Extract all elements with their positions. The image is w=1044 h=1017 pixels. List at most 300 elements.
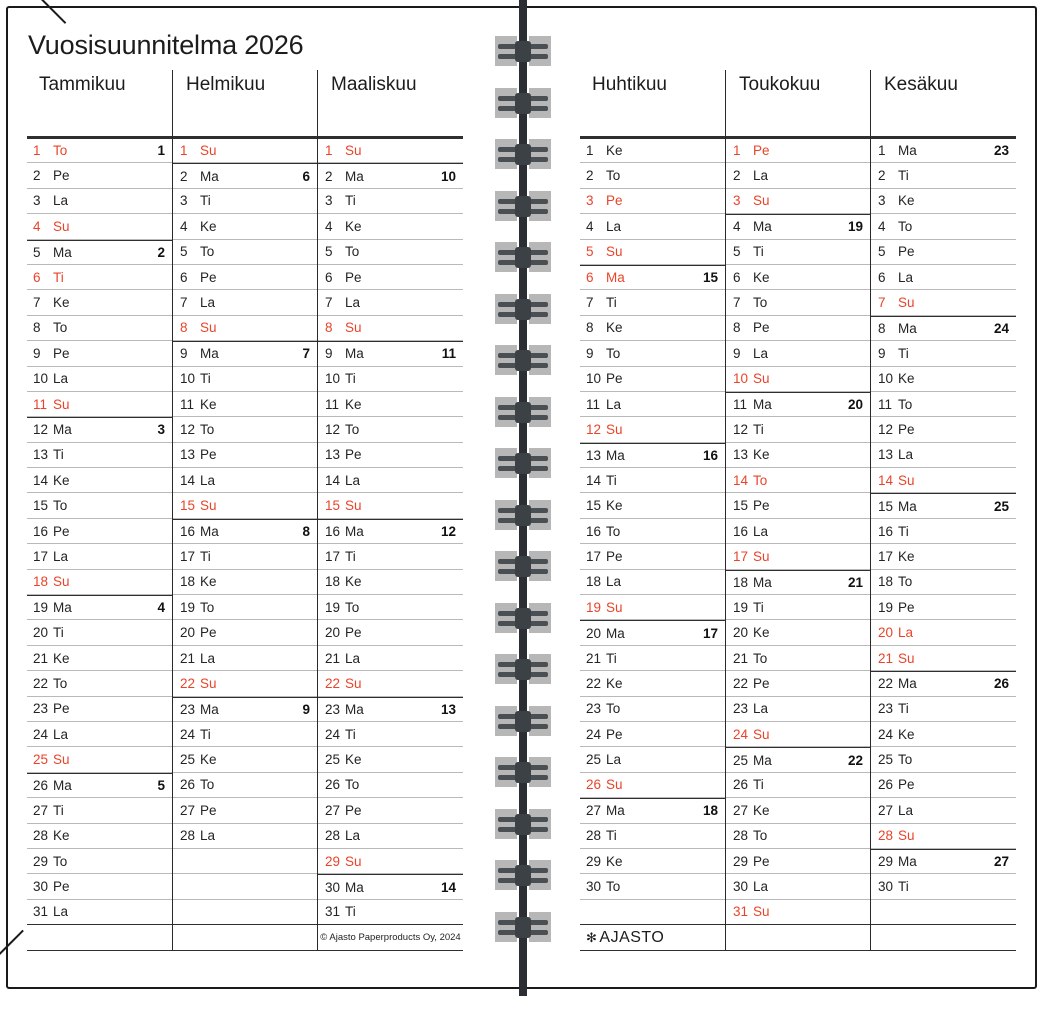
day-row[interactable]: [871, 189, 1016, 214]
day-label: [33, 904, 68, 919]
day-row[interactable]: [580, 341, 725, 366]
week-number: 10: [440, 168, 456, 184]
day-row[interactable]: [871, 798, 1016, 823]
day-number: 8: [878, 320, 886, 336]
ring-plate-left: [495, 809, 517, 839]
day-row[interactable]: [871, 493, 1016, 518]
weekday-abbr: To: [606, 168, 621, 184]
weekday-abbr: Ma: [753, 397, 772, 413]
day-row[interactable]: [871, 747, 1016, 772]
day-row[interactable]: [580, 265, 725, 290]
day-row[interactable]: [580, 240, 725, 265]
day-row[interactable]: [871, 874, 1016, 899]
day-row[interactable]: [580, 646, 725, 671]
day-row[interactable]: [318, 417, 463, 442]
day-row[interactable]: [27, 544, 172, 569]
day-row[interactable]: [871, 443, 1016, 468]
day-row[interactable]: [318, 697, 463, 722]
day-row[interactable]: [726, 138, 870, 163]
ring-hub: [515, 144, 531, 165]
day-row[interactable]: [580, 620, 725, 645]
day-row[interactable]: [318, 900, 463, 925]
day-row[interactable]: [173, 493, 317, 518]
day-row[interactable]: [580, 824, 725, 849]
day-row[interactable]: [27, 671, 172, 696]
day-label: [325, 625, 362, 640]
day-number: 12: [325, 421, 341, 437]
day-row[interactable]: [173, 189, 317, 214]
day-label: [733, 777, 764, 792]
day-row[interactable]: [726, 773, 870, 798]
day-row[interactable]: [27, 824, 172, 849]
day-row[interactable]: [318, 747, 463, 772]
day-row[interactable]: [580, 798, 725, 823]
day-row[interactable]: [318, 570, 463, 595]
day-row[interactable]: [318, 595, 463, 620]
day-number: 9: [586, 345, 594, 361]
day-row[interactable]: [27, 519, 172, 544]
right-page: [580, 70, 1016, 951]
day-row[interactable]: [871, 671, 1016, 696]
day-label: [733, 600, 764, 615]
day-row[interactable]: [318, 392, 463, 417]
day-row[interactable]: [27, 646, 172, 671]
day-label: [733, 447, 770, 462]
day-label: [878, 168, 909, 183]
day-number: 31: [33, 904, 49, 920]
day-row[interactable]: [318, 290, 463, 315]
day-row[interactable]: [871, 417, 1016, 442]
day-row[interactable]: [871, 544, 1016, 569]
day-row[interactable]: [318, 316, 463, 341]
day-row[interactable]: [173, 163, 317, 188]
binding-ring: [495, 551, 551, 581]
ring-hub: [515, 711, 531, 732]
day-row[interactable]: [871, 519, 1016, 544]
day-row[interactable]: [27, 798, 172, 823]
day-row[interactable]: [871, 138, 1016, 163]
day-row[interactable]: [27, 265, 172, 290]
day-row[interactable]: [318, 798, 463, 823]
day-row[interactable]: [318, 544, 463, 569]
day-row[interactable]: [27, 392, 172, 417]
day-row[interactable]: [27, 443, 172, 468]
day-label: [33, 219, 70, 234]
day-row[interactable]: [871, 697, 1016, 722]
day-row[interactable]: [726, 163, 870, 188]
day-number: 24: [180, 726, 196, 742]
day-row[interactable]: [580, 722, 725, 747]
day-row[interactable]: [318, 722, 463, 747]
weekday-abbr: Su: [898, 295, 915, 311]
day-label: [878, 752, 912, 767]
day-number: 9: [325, 346, 333, 362]
day-row[interactable]: [871, 849, 1016, 874]
day-row[interactable]: [27, 900, 172, 925]
day-row[interactable]: [173, 468, 317, 493]
day-label: [325, 854, 362, 869]
day-row[interactable]: [580, 290, 725, 315]
day-number: 18: [733, 574, 749, 590]
day-row[interactable]: [27, 189, 172, 214]
day-label: [325, 143, 362, 158]
day-row[interactable]: [27, 874, 172, 899]
day-label: [180, 549, 211, 564]
day-row[interactable]: [173, 240, 317, 265]
day-row[interactable]: [173, 544, 317, 569]
day-row[interactable]: [173, 646, 317, 671]
day-number: 21: [733, 650, 749, 666]
day-row[interactable]: [580, 519, 725, 544]
day-row[interactable]: [580, 544, 725, 569]
day-row[interactable]: [27, 214, 172, 239]
day-row[interactable]: [580, 493, 725, 518]
weekday-abbr: Su: [345, 675, 362, 691]
day-number: 8: [180, 320, 188, 336]
day-row[interactable]: [27, 849, 172, 874]
day-row[interactable]: [173, 671, 317, 696]
day-label: [33, 422, 72, 437]
weekday-abbr: Pe: [345, 802, 362, 818]
day-label: [733, 295, 767, 310]
day-row[interactable]: [726, 798, 870, 823]
left-page: [27, 70, 463, 951]
day-row-empty[interactable]: [871, 900, 1016, 925]
day-row[interactable]: [318, 849, 463, 874]
day-row[interactable]: [27, 240, 172, 265]
day-row[interactable]: [871, 316, 1016, 341]
day-row[interactable]: [173, 392, 317, 417]
day-number: 12: [586, 421, 602, 437]
day-number: 21: [586, 650, 602, 666]
day-row[interactable]: [173, 443, 317, 468]
weekday-abbr: Ma: [345, 879, 364, 895]
binding-ring: [495, 860, 551, 890]
month-column-kesäkuu: [870, 70, 1016, 951]
day-row[interactable]: [580, 697, 725, 722]
day-row[interactable]: [871, 773, 1016, 798]
day-row[interactable]: [871, 620, 1016, 645]
day-row[interactable]: [173, 722, 317, 747]
day-label: [325, 473, 360, 488]
day-row[interactable]: [726, 595, 870, 620]
day-row[interactable]: [173, 798, 317, 823]
day-row[interactable]: [318, 671, 463, 696]
day-row[interactable]: [726, 849, 870, 874]
day-row[interactable]: [871, 341, 1016, 366]
day-row[interactable]: [871, 214, 1016, 239]
day-row[interactable]: [726, 214, 870, 239]
day-row[interactable]: [580, 138, 725, 163]
day-label: [325, 702, 364, 717]
day-row[interactable]: [580, 849, 725, 874]
day-row[interactable]: [726, 468, 870, 493]
weekday-abbr: Ti: [898, 879, 909, 895]
day-row[interactable]: [318, 265, 463, 290]
day-number: 7: [586, 295, 594, 311]
day-row[interactable]: [871, 240, 1016, 265]
day-row-empty[interactable]: [580, 900, 725, 925]
day-number: 29: [325, 853, 341, 869]
day-row[interactable]: [580, 163, 725, 188]
day-row[interactable]: [726, 341, 870, 366]
weekday-abbr: Ke: [53, 472, 70, 488]
ring-plate-right: [529, 88, 551, 118]
day-row[interactable]: [726, 392, 870, 417]
day-row[interactable]: [726, 544, 870, 569]
day-number: 3: [33, 193, 41, 209]
day-number: 6: [586, 270, 594, 286]
day-row[interactable]: [726, 697, 870, 722]
day-row[interactable]: [318, 214, 463, 239]
weekday-abbr: Su: [345, 320, 362, 336]
day-row[interactable]: [318, 620, 463, 645]
weekday-abbr: Ma: [200, 701, 219, 717]
day-number: 18: [33, 574, 49, 590]
day-row[interactable]: [871, 595, 1016, 620]
ring-hub: [515, 350, 531, 371]
day-label: [33, 498, 67, 513]
day-number: 6: [878, 269, 886, 285]
day-label: [733, 270, 770, 285]
day-row[interactable]: [318, 493, 463, 518]
day-row[interactable]: [173, 290, 317, 315]
day-row[interactable]: [318, 367, 463, 392]
day-row[interactable]: [580, 773, 725, 798]
binding-ring: [495, 139, 551, 169]
day-row[interactable]: [173, 417, 317, 442]
day-number: 4: [586, 218, 594, 234]
day-row[interactable]: [318, 240, 463, 265]
day-row[interactable]: [27, 290, 172, 315]
day-number: 12: [878, 421, 894, 437]
day-row[interactable]: [580, 595, 725, 620]
day-row[interactable]: [871, 824, 1016, 849]
day-row[interactable]: [173, 316, 317, 341]
weekday-abbr: Ke: [345, 218, 362, 234]
day-row[interactable]: [27, 697, 172, 722]
day-label: [586, 143, 623, 158]
weekday-abbr: Ma: [345, 346, 364, 362]
day-number: 11: [325, 396, 340, 412]
day-label: [586, 524, 620, 539]
day-row[interactable]: [580, 189, 725, 214]
day-row[interactable]: [173, 138, 317, 163]
day-row[interactable]: [173, 519, 317, 544]
day-row[interactable]: [871, 392, 1016, 417]
day-row[interactable]: [726, 874, 870, 899]
day-row[interactable]: [318, 138, 463, 163]
day-label: [878, 676, 917, 691]
ring-plate-left: [495, 139, 517, 169]
day-row[interactable]: [871, 367, 1016, 392]
day-row[interactable]: [27, 468, 172, 493]
day-row[interactable]: [173, 620, 317, 645]
day-row[interactable]: [318, 519, 463, 544]
day-row[interactable]: [27, 138, 172, 163]
day-row[interactable]: [726, 493, 870, 518]
weekday-abbr: Ti: [898, 701, 909, 717]
day-label: [586, 777, 623, 792]
day-row[interactable]: [27, 316, 172, 341]
day-row[interactable]: [726, 671, 870, 696]
day-row[interactable]: [318, 773, 463, 798]
day-row[interactable]: [27, 747, 172, 772]
week-number: 8: [302, 524, 310, 540]
day-number: 21: [325, 650, 341, 666]
day-label: [180, 803, 217, 818]
day-row[interactable]: [871, 570, 1016, 595]
day-row[interactable]: [173, 595, 317, 620]
ring-plate-left: [495, 448, 517, 478]
day-number: 13: [878, 447, 894, 463]
day-row[interactable]: [726, 265, 870, 290]
day-row[interactable]: [27, 341, 172, 366]
day-row[interactable]: [726, 316, 870, 341]
day-number: 8: [325, 320, 333, 336]
day-row[interactable]: [318, 468, 463, 493]
week-number: 19: [847, 219, 863, 235]
day-row[interactable]: [173, 747, 317, 772]
day-row[interactable]: [580, 874, 725, 899]
weekday-abbr: Ma: [345, 701, 364, 717]
day-row-empty[interactable]: [173, 874, 317, 899]
day-row[interactable]: [27, 367, 172, 392]
day-row[interactable]: [173, 265, 317, 290]
day-row[interactable]: [580, 671, 725, 696]
weekday-abbr: La: [753, 701, 769, 717]
ring-plate-left: [495, 706, 517, 736]
month-heading: Huhtikuu: [592, 74, 667, 95]
day-row[interactable]: [726, 240, 870, 265]
day-row[interactable]: [27, 163, 172, 188]
ring-hub: [515, 247, 531, 268]
day-number: 23: [586, 701, 602, 717]
day-label: [733, 168, 768, 183]
ring-hub: [515, 402, 531, 423]
day-row[interactable]: [726, 570, 870, 595]
day-number: 26: [33, 777, 49, 793]
day-row[interactable]: [580, 367, 725, 392]
day-row[interactable]: [726, 722, 870, 747]
day-row[interactable]: [318, 189, 463, 214]
day-row[interactable]: [726, 620, 870, 645]
day-row[interactable]: [318, 824, 463, 849]
ring-plate-right: [529, 397, 551, 427]
day-label: [325, 270, 362, 285]
day-row[interactable]: [173, 824, 317, 849]
day-row[interactable]: [580, 443, 725, 468]
day-number: 22: [878, 676, 894, 692]
weekday-abbr: Pe: [753, 853, 770, 869]
day-label: [33, 371, 68, 386]
day-row[interactable]: [173, 697, 317, 722]
day-row[interactable]: [871, 265, 1016, 290]
day-row[interactable]: [726, 290, 870, 315]
day-row[interactable]: [580, 392, 725, 417]
day-row[interactable]: [580, 214, 725, 239]
day-row[interactable]: [871, 163, 1016, 188]
day-row-empty[interactable]: [173, 849, 317, 874]
day-row[interactable]: [27, 493, 172, 518]
day-row[interactable]: [27, 773, 172, 798]
day-row[interactable]: [27, 595, 172, 620]
day-label: [586, 701, 620, 716]
day-row[interactable]: [726, 747, 870, 772]
day-row[interactable]: [726, 824, 870, 849]
day-label: [33, 168, 70, 183]
day-row[interactable]: [580, 468, 725, 493]
day-label: [586, 626, 625, 641]
ring-plate-right: [529, 345, 551, 375]
day-number: 14: [878, 472, 894, 488]
day-row[interactable]: [726, 646, 870, 671]
day-row[interactable]: [173, 570, 317, 595]
day-label: [733, 422, 764, 437]
day-row[interactable]: [580, 747, 725, 772]
day-number: 16: [33, 523, 49, 539]
day-row[interactable]: [871, 646, 1016, 671]
week-number: 16: [702, 447, 718, 463]
weekday-abbr: Ke: [345, 396, 362, 412]
weekday-abbr: Su: [53, 218, 70, 234]
day-row[interactable]: [318, 163, 463, 188]
day-row[interactable]: [173, 341, 317, 366]
day-row[interactable]: [27, 620, 172, 645]
day-row[interactable]: [580, 570, 725, 595]
day-row[interactable]: [726, 443, 870, 468]
day-row[interactable]: [726, 367, 870, 392]
day-row[interactable]: [871, 722, 1016, 747]
day-row[interactable]: [726, 417, 870, 442]
day-row[interactable]: [27, 570, 172, 595]
weekday-abbr: Su: [606, 421, 623, 437]
weekday-abbr: Su: [345, 853, 362, 869]
weekday-abbr: Ke: [53, 295, 70, 311]
day-row[interactable]: [580, 417, 725, 442]
day-row[interactable]: [726, 519, 870, 544]
day-row-empty[interactable]: [173, 900, 317, 925]
day-number: 26: [180, 777, 196, 793]
week-number: 11: [441, 346, 456, 362]
day-row[interactable]: [27, 417, 172, 442]
ring-plate-left: [495, 397, 517, 427]
day-label: [733, 143, 770, 158]
day-row[interactable]: [726, 900, 870, 925]
day-row[interactable]: [580, 316, 725, 341]
day-label: [878, 701, 909, 716]
day-number: 2: [180, 168, 188, 184]
day-number: 13: [586, 447, 602, 463]
day-row[interactable]: [726, 189, 870, 214]
weekday-abbr: To: [898, 218, 913, 234]
week-number: 14: [440, 879, 456, 895]
day-row[interactable]: [871, 290, 1016, 315]
weekday-abbr: Su: [898, 472, 915, 488]
weekday-abbr: To: [753, 295, 768, 311]
day-row[interactable]: [318, 874, 463, 899]
day-number: 25: [33, 752, 49, 768]
day-row[interactable]: [318, 341, 463, 366]
day-row[interactable]: [173, 773, 317, 798]
day-row[interactable]: [173, 214, 317, 239]
day-row[interactable]: [27, 722, 172, 747]
day-row[interactable]: [871, 468, 1016, 493]
ring-hub: [515, 299, 531, 320]
day-row[interactable]: [318, 443, 463, 468]
day-row[interactable]: [173, 367, 317, 392]
day-row[interactable]: [318, 646, 463, 671]
